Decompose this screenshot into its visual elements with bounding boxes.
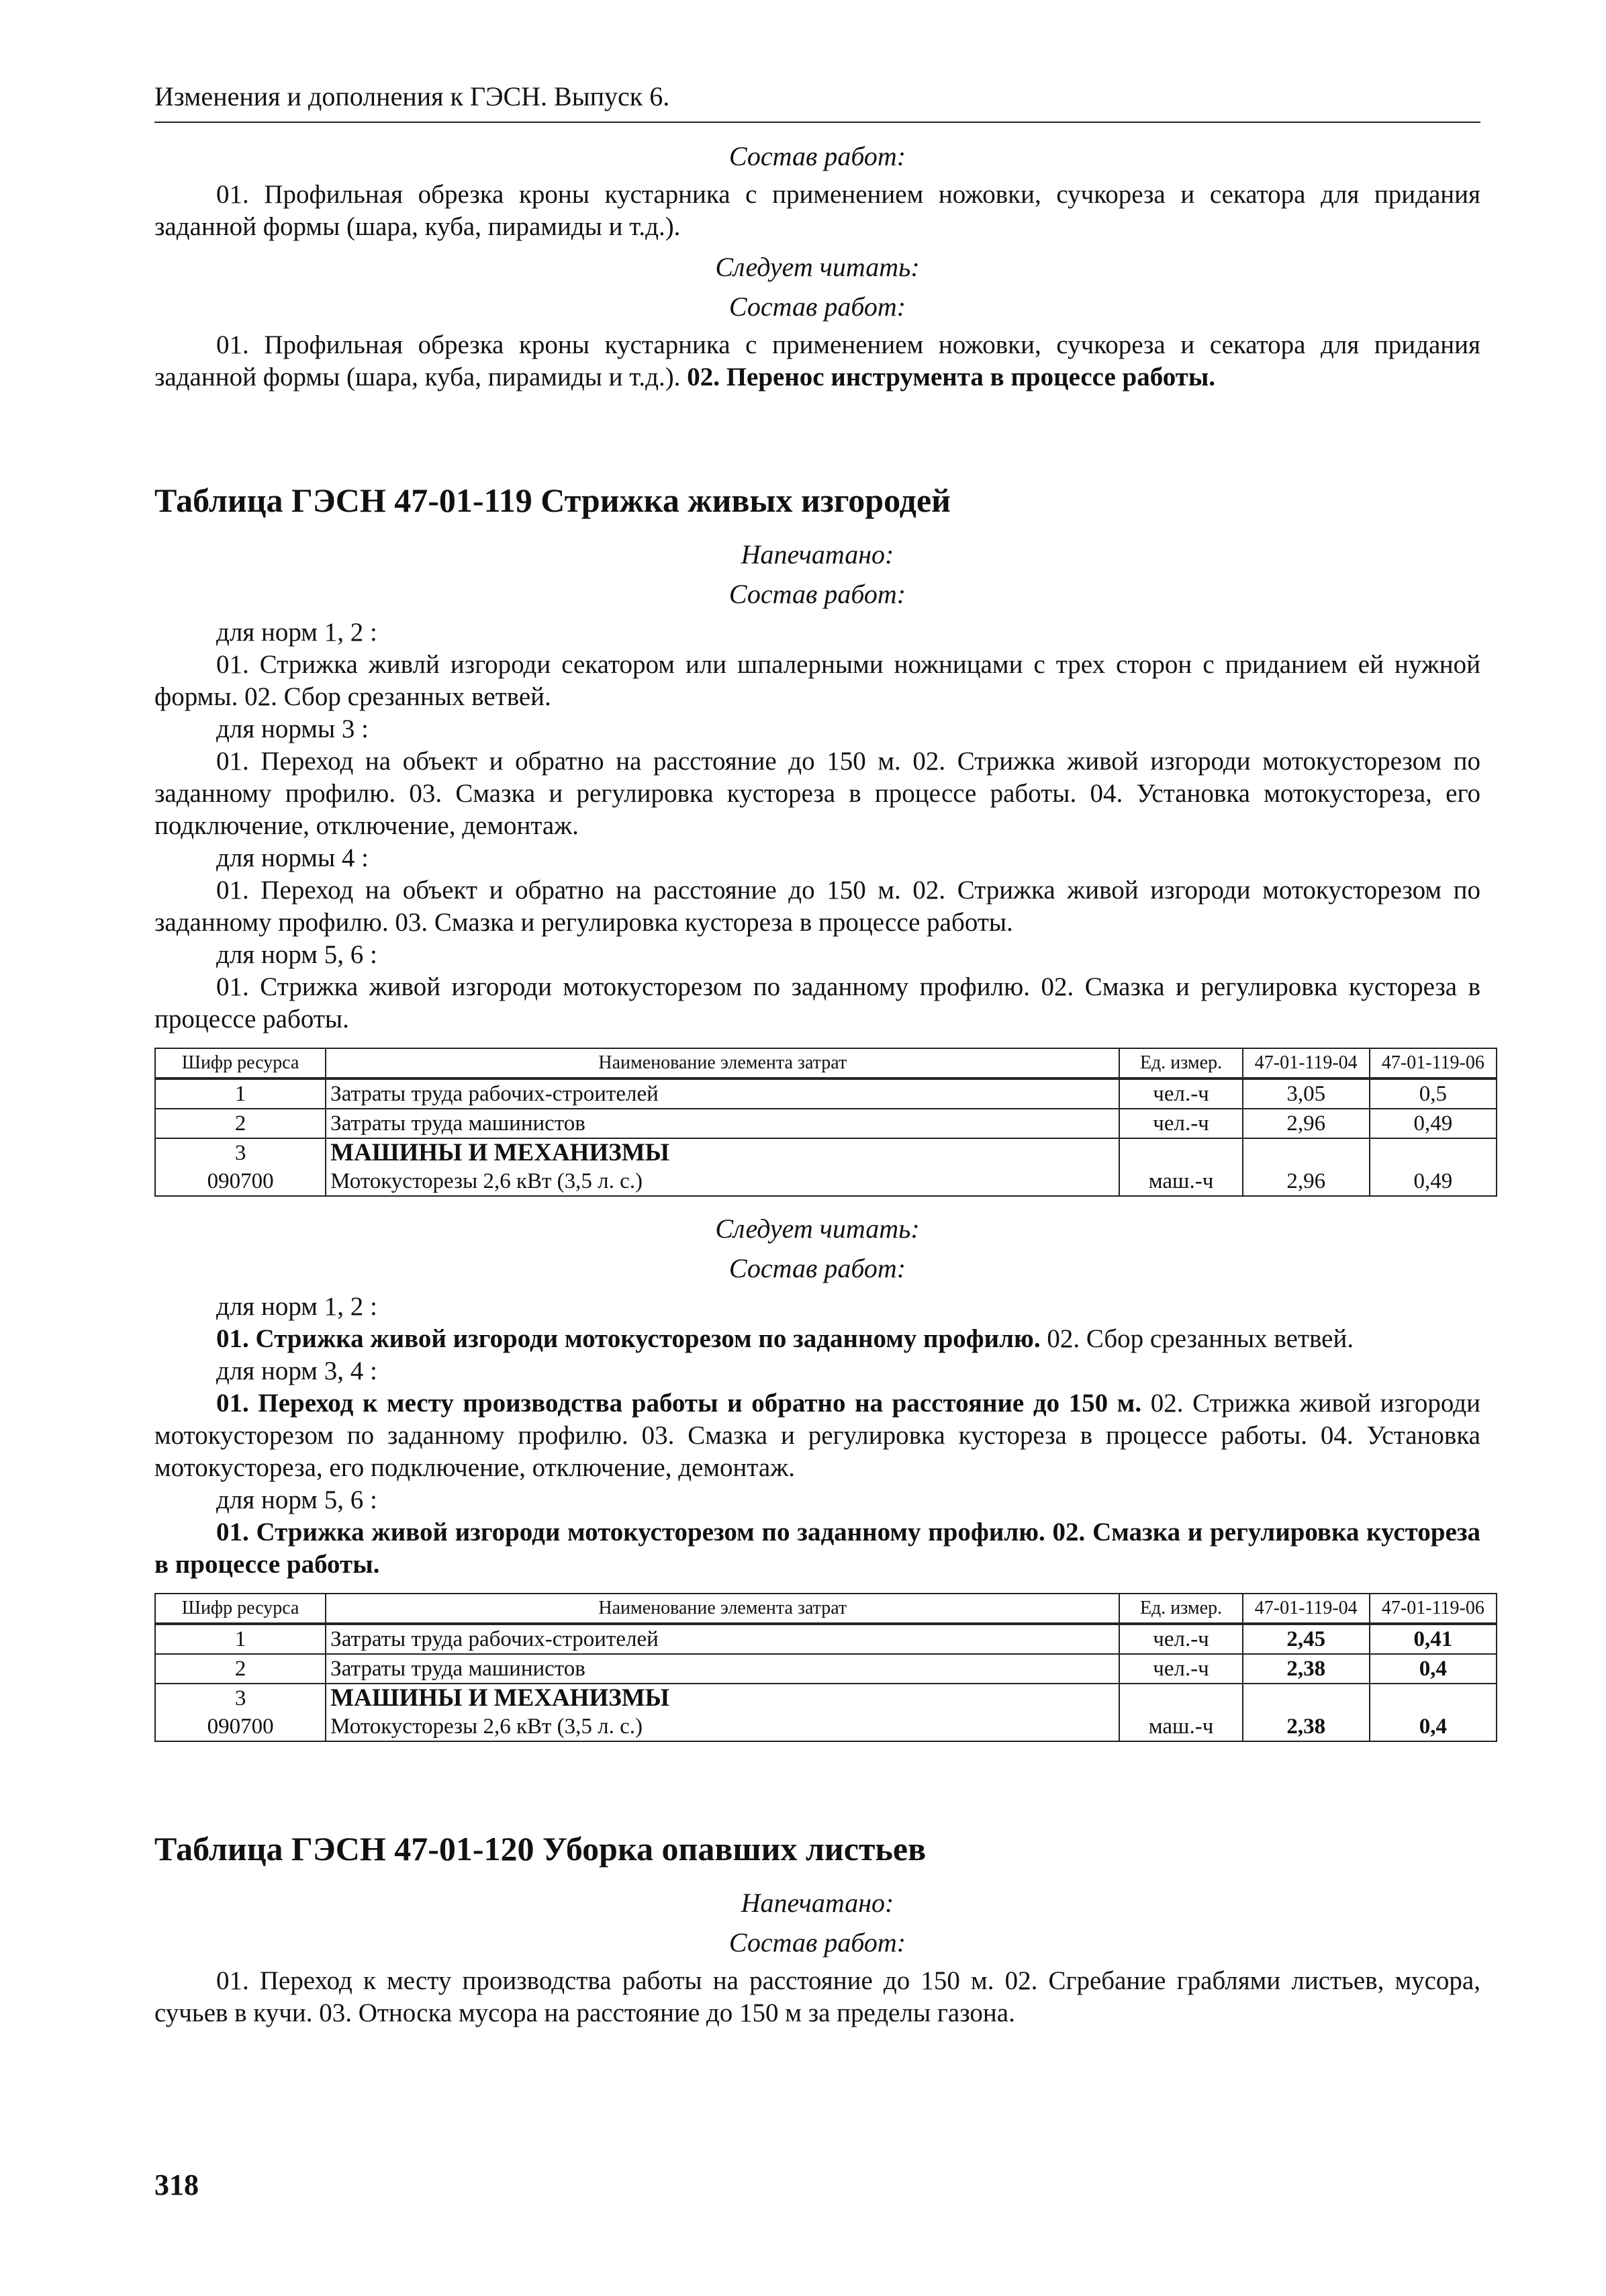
norm-label: для норм 3, 4 : bbox=[216, 1357, 377, 1385]
table-header-row bbox=[155, 1594, 1497, 1624]
norm-label: для норм 5, 6 : bbox=[216, 940, 377, 969]
running-header: Изменения и дополнения к ГЭСН. Выпуск 6. bbox=[154, 81, 1480, 123]
cell: маш.-ч bbox=[1119, 1167, 1242, 1196]
header-cell: 47-01-119-04 bbox=[1243, 1048, 1370, 1078]
header-cell: Наименование элемента затрат bbox=[326, 1594, 1119, 1624]
cell: 3,05 bbox=[1243, 1078, 1370, 1109]
paragraph: 01. Стрижка живой изгороди мотокусторезом по заданному профилю. 02. Смазка и регулировка кустореза в процессе работы. bbox=[154, 1518, 1480, 1579]
norm-label: для норм 1, 2 : bbox=[216, 1292, 377, 1321]
cell: 1 bbox=[155, 1624, 326, 1654]
paragraph: 01. Стрижка живой изгороди мотокусторезом по заданному профилю. 02. Сбор срезанных ветвей. bbox=[216, 1324, 1354, 1353]
section-subtitle: Состав работ: bbox=[728, 1927, 906, 1958]
table-title: Таблица ГЭСН 47-01-120 Уборка опавших листьев bbox=[154, 1830, 927, 1868]
cell: 2,96 bbox=[1243, 1109, 1370, 1138]
norm-label: для норм 5, 6 : bbox=[216, 1485, 377, 1514]
paragraph: 01. Переход на объект и обратно на расстояние до 150 м. 02. Стрижка живой изгороди мотокусторезом по заданному профилю. 03. Смазка и регулировка кустореза в процессе работы. 04. Установка мотокустореза, его подключение, отключение, демонтаж. bbox=[154, 747, 1480, 840]
header-cell: Ед. измер. bbox=[1119, 1594, 1242, 1624]
paragraph: 01. Переход к месту производства работы и обратно на расстояние до 150 м. 02. Стрижка живой изгороди мотокусторезом по заданному профилю. 03. Смазка и регулировка кустореза в процессе работы. 04. Установка мотокустореза, его подключение, отключение, демонтаж. bbox=[154, 1389, 1480, 1482]
table-row bbox=[155, 1138, 1497, 1167]
table-row bbox=[155, 1712, 1497, 1741]
resource-table bbox=[154, 1048, 1497, 1197]
cell: МАШИНЫ И МЕХАНИЗМЫ bbox=[326, 1684, 1119, 1712]
header-cell: Шифр ресурса bbox=[155, 1594, 326, 1624]
header-cell: 47-01-119-06 bbox=[1370, 1594, 1497, 1624]
section-subtitle: Следует читать: bbox=[715, 1213, 920, 1244]
cell: 090700 bbox=[155, 1167, 326, 1196]
cell: Затраты труда рабочих-строителей bbox=[326, 1624, 1119, 1654]
table-row bbox=[155, 1624, 1497, 1654]
cell: Затраты труда рабочих-строителей bbox=[326, 1078, 1119, 1109]
header-cell: Наименование элемента затрат bbox=[326, 1048, 1119, 1078]
cell bbox=[1119, 1138, 1242, 1167]
paragraph: 01. Профильная обрезка кроны кустарника с применением ножовки, сучкореза и секатора для придания заданной формы (шара, куба, пирамиды и т.д.). 02. Перенос инструмента в процессе работы. bbox=[154, 330, 1480, 392]
section-subtitle: Состав работ: bbox=[728, 1253, 906, 1283]
cell: чел.-ч bbox=[1119, 1654, 1242, 1684]
cell: МАШИНЫ И МЕХАНИЗМЫ bbox=[326, 1138, 1119, 1167]
cell: 2,38 bbox=[1243, 1712, 1370, 1741]
cell bbox=[1370, 1138, 1497, 1167]
resource-table bbox=[154, 1593, 1497, 1742]
table-row bbox=[155, 1078, 1497, 1109]
table-row bbox=[155, 1167, 1497, 1196]
cell: 2,96 bbox=[1243, 1167, 1370, 1196]
section-subtitle: Напечатано: bbox=[741, 539, 894, 569]
cell bbox=[1370, 1684, 1497, 1712]
cell bbox=[1119, 1684, 1242, 1712]
table-row bbox=[155, 1109, 1497, 1138]
section-subtitle: Состав работ: bbox=[728, 141, 906, 171]
header-cell: Ед. измер. bbox=[1119, 1048, 1242, 1078]
paragraph: 01. Стрижка живлй изгороди секатором или шпалерными ножницами с трех сторон с приданием ей нужной формы. 02. Сбор срезанных ветвей. bbox=[154, 650, 1480, 711]
table-row bbox=[155, 1654, 1497, 1684]
cell: Мотокусторезы 2,6 кВт (3,5 л. с.) bbox=[326, 1712, 1119, 1741]
cell: 2 bbox=[155, 1109, 326, 1138]
table-title: Таблица ГЭСН 47-01-119 Стрижка живых изгородей bbox=[154, 481, 951, 519]
cell: Мотокусторезы 2,6 кВт (3,5 л. с.) bbox=[326, 1167, 1119, 1196]
cell: 0,49 bbox=[1370, 1167, 1497, 1196]
section-subtitle: Состав работ: bbox=[728, 579, 906, 609]
header-cell: 47-01-119-06 bbox=[1370, 1048, 1497, 1078]
page-number: 318 bbox=[154, 2168, 199, 2201]
section-subtitle: Следует читать: bbox=[715, 252, 920, 282]
cell: 3 bbox=[155, 1138, 326, 1167]
cell: 3 bbox=[155, 1684, 326, 1712]
paragraph: 01. Переход к месту производства работы на расстояние до 150 м. 02. Сгребание граблями листьев, мусора, сучьев в кучи. 03. Относка мусора на расстояние до 150 м за пределы газона. bbox=[154, 1966, 1480, 2027]
cell: 2 bbox=[155, 1654, 326, 1684]
cell: 0,5 bbox=[1370, 1078, 1497, 1109]
table-row bbox=[155, 1684, 1497, 1712]
cell: чел.-ч bbox=[1119, 1109, 1242, 1138]
document-page bbox=[154, 81, 1484, 2029]
section-subtitle: Состав работ: bbox=[728, 291, 906, 322]
cell: чел.-ч bbox=[1119, 1624, 1242, 1654]
norm-label: для норм 1, 2 : bbox=[216, 618, 377, 647]
cell: чел.-ч bbox=[1119, 1078, 1242, 1109]
cell bbox=[1243, 1684, 1370, 1712]
cell: Затраты труда машинистов bbox=[326, 1654, 1119, 1684]
cell: 090700 bbox=[155, 1712, 326, 1741]
norm-label: для нормы 3 : bbox=[216, 715, 369, 743]
paragraph: 01. Стрижка живой изгороди мотокусторезом по заданному профилю. 02. Смазка и регулировка кустореза в процессе работы. bbox=[154, 972, 1480, 1034]
cell: 0,49 bbox=[1370, 1109, 1497, 1138]
cell: 1 bbox=[155, 1078, 326, 1109]
cell: 0,4 bbox=[1370, 1654, 1497, 1684]
cell: 0,4 bbox=[1370, 1712, 1497, 1741]
table-header-row bbox=[155, 1048, 1497, 1078]
header-cell: Шифр ресурса bbox=[155, 1048, 326, 1078]
section-subtitle: Напечатано: bbox=[741, 1888, 894, 1918]
cell: Затраты труда машинистов bbox=[326, 1109, 1119, 1138]
paragraph: 01. Профильная обрезка кроны кустарника с применением ножовки, сучкореза и секатора для придания заданной формы (шара, куба, пирамиды и т.д.). bbox=[154, 180, 1480, 241]
cell bbox=[1243, 1138, 1370, 1167]
cell: 0,41 bbox=[1370, 1624, 1497, 1654]
cell: 2,45 bbox=[1243, 1624, 1370, 1654]
norm-label: для нормы 4 : bbox=[216, 843, 369, 872]
cell: маш.-ч bbox=[1119, 1712, 1242, 1741]
paragraph: 01. Переход на объект и обратно на расстояние до 150 м. 02. Стрижка живой изгороди мотокусторезом по заданному профилю. 03. Смазка и регулировка кустореза в процессе работы. bbox=[154, 876, 1480, 937]
cell: 2,38 bbox=[1243, 1654, 1370, 1684]
header-cell: 47-01-119-04 bbox=[1243, 1594, 1370, 1624]
